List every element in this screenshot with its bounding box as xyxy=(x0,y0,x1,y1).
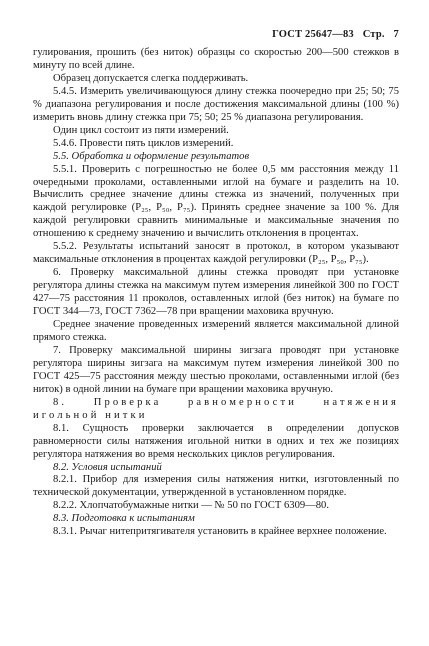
paragraph: гулирования, прошить (без ниток) образцы со скоростью 200—500 стежков в минуту по всей длине. xyxy=(33,47,399,71)
section-heading: 8. Проверка равномерности натяжения игольной нитки xyxy=(33,396,399,421)
paragraph: 5.5.1. Проверить с погрешностью не более 0,5 мм расстояния между 11 очередными проколами, оставленными иглой на бумаге и разделить на 10. Вычислить среднее значение длины стежка из значений, полученных при каждой регулировке (P₂₅, P₅₀, P₇₅). Принять среднее значение за 100 %. Для каждой регулировки сравнить минимальные и максимальные значения по отношению к среднему значению и вычислить отклонения в процентах. xyxy=(33,163,399,240)
paragraph: 5.4.6. Провести пять циклов измерений. xyxy=(53,137,234,149)
paragraph: 8.1. Сущность проверки заключается в определении допусков равномерности силы натяжения игольной нитки в одних и тех же позициях регулятора натяжения во время нескольких циклов регулирования. xyxy=(33,422,399,460)
body-text xyxy=(33,47,399,539)
page-header xyxy=(266,29,399,42)
paragraph: Среднее значение проведенных измерений является максимальной длиной прямого стежка. xyxy=(33,319,399,343)
paragraph: 7. Проверку максимальной ширины зигзага проводят при установке регулятора ширины зигзага на максимум путем измерения линейкой 300 по ГОСТ 425—75 расстояния между шестью проколами, оставленными иглой (без ниток) в одной линии на бумаге при вращении маховика вручную. xyxy=(33,344,399,395)
paragraph: 6. Проверку максимальной длины стежка проводят при установке регулятора длины стежка на максимум путем измерения линейкой 300 по ГОСТ 427—75 расстояния 11 проколов, оставленных иглой (без ниток) на бумаге по ГОСТ 344—73, ГОСТ 7362—78 при вращении маховика вручную. xyxy=(33,267,399,318)
paragraph: 8.2.1. Прибор для измерения силы натяжения нитки, изготовленный по технической документации, утвержденной в установленном порядке. xyxy=(33,474,399,499)
paragraph: Образец допускается слегка поддерживать. xyxy=(53,72,249,84)
paragraph: 5.4.5. Измерить увеличивающуюся длину стежка поочередно при 25; 50; 75 % диапазона регулирования и после достижения максимальной длины (100 %) измерить вновь длину стежка при 75; 50; 25 % диапазона регулирования. xyxy=(33,85,399,123)
section-heading: 5.5. Обработка и оформление результатов xyxy=(53,150,250,162)
section-heading: 8.3. Подготовка к испытаниям xyxy=(53,513,195,525)
paragraph: Один цикл состоит из пяти измерений. xyxy=(53,124,229,136)
section-heading: 8.2. Условия испытаний xyxy=(53,461,162,473)
standard-number: ГОСТ 25647—83 xyxy=(272,29,354,40)
page-number: 7 xyxy=(393,29,399,40)
paragraph: 8.3.1. Рычаг нитепритягивателя установить в крайнее верхнее положение. xyxy=(53,526,387,538)
paragraph: 5.5.2. Результаты испытаний заносят в протокол, в котором указывают максимальные отклонения в процентах каждой регулировки (P₂₅, P₅₀, P₇₅). xyxy=(33,241,399,266)
paragraph: 8.2.2. Хлопчатобумажные нитки — № 50 по ГОСТ 6309—80. xyxy=(53,500,330,512)
page-label: Стр. xyxy=(362,29,385,40)
